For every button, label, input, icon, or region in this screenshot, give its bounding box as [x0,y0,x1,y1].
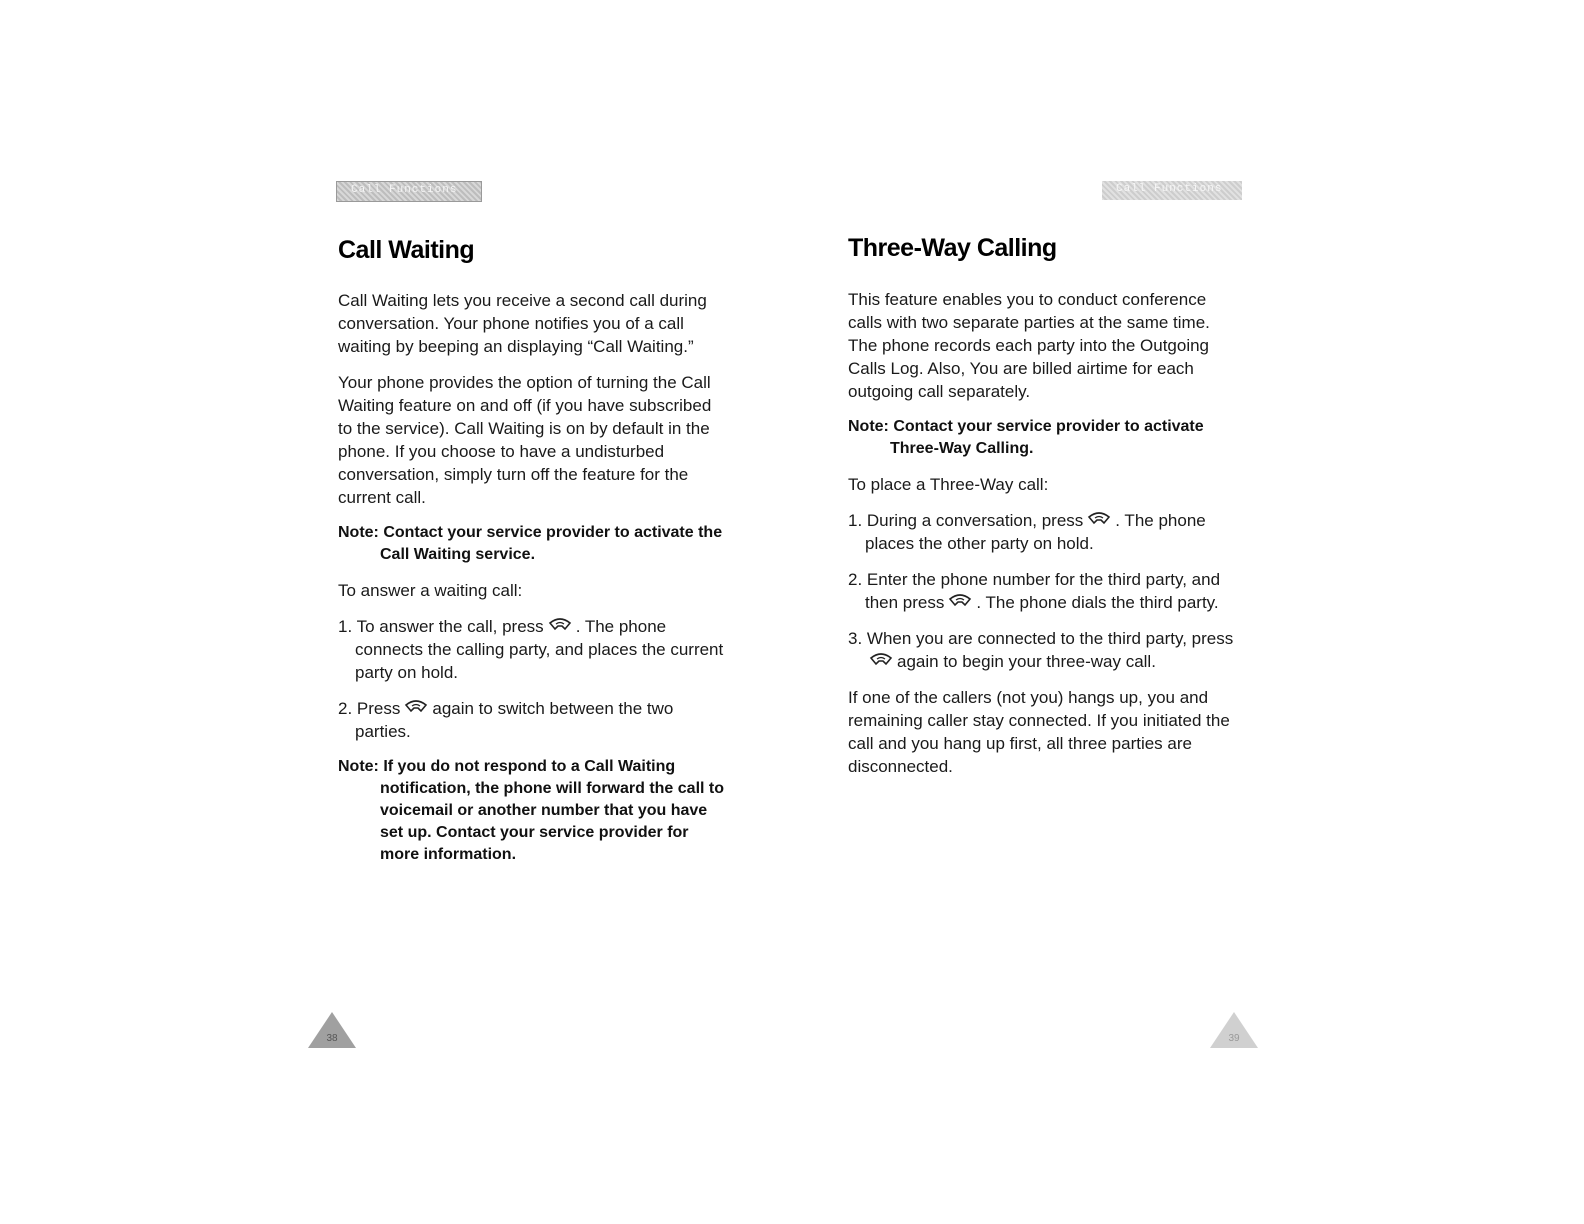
page-body [338,289,726,879]
body-paragraph: Your phone provides the option of turning the Call Waiting feature on and off (if you have subscribed to the service). Call Waiting is on by default in the phone. If you choose to have a undisturbed conversation, simply turn off the feature for the current call. [338,373,712,507]
page-title: Call Waiting [338,236,475,264]
steps-lead: To place a Three-Way call: [848,475,1049,494]
steps-list [848,509,1240,673]
note: Note: If you do not respond to a Call Waiting notification, the phone will forward the call to voicemail or another number that you have set up. Contact your service provider for more information. [338,758,725,863]
section-header-tab [1102,181,1242,200]
page-title: Three-Way Calling [848,234,1057,262]
phone-send-key-icon [1087,511,1111,529]
intro-paragraph: This feature enables you to conduct conference calls with two separate parties at the same time. The phone records each party into the Outgoing Calls Log. Also, You are billed airtime for each outgoing call separately. [848,290,1210,401]
step-item: 2. Enter the phone number for the third party, and then press . The phone dials the third party. [848,570,1221,612]
phone-send-key-icon [869,652,893,670]
steps-list [338,615,726,743]
phone-send-key-icon [404,699,428,717]
step-item: 1. To answer the call, press . The phone connects the calling party, and places the current party on hold. [338,617,724,682]
outro-paragraph: If one of the callers (not you) hangs up, you and remaining caller stay connected. If you initiated the call and you hang up first, all three parties are disconnected. [848,688,1230,776]
right-page [792,0,1584,1224]
step-item: 1. During a conversation, press . The phone places the other party on hold. [848,511,1206,553]
steps-lead: To answer a waiting call: [338,581,523,600]
phone-send-key-icon [948,593,972,611]
page-number: 39 [1228,1033,1240,1044]
section-header-label: Call Functions [1116,183,1223,195]
note: Note: Contact your service provider to activate Three-Way Calling. [848,418,1204,457]
section-header-label: Call Functions [351,184,458,196]
step-item: 3. When you are connected to the third party, pressagain to begin your three-way call. [848,629,1234,671]
page-body [848,288,1240,791]
intro-paragraph: Call Waiting lets you receive a second call during conversation. Your phone notifies you of a call waiting by beeping an displaying “Call Waiting.” [338,291,707,356]
note: Note: Contact your service provider to activate the Call Waiting service. [338,524,723,563]
page-number: 38 [326,1033,338,1044]
phone-send-key-icon [548,617,572,635]
section-header-tab [336,181,482,202]
step-item: 2. Press again to switch between the two parties. [338,699,674,741]
